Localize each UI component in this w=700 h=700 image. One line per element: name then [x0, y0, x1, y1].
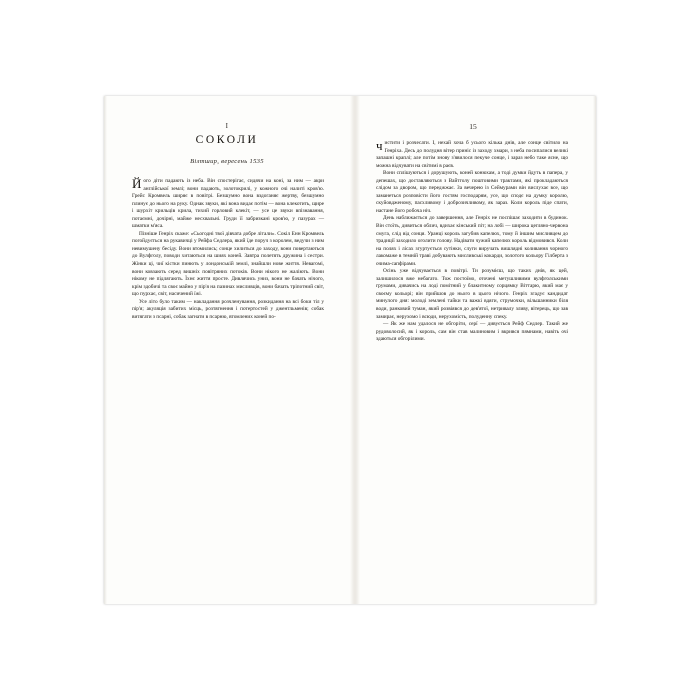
paragraph: День наближається до завершення, але Генріх не поспішає заходити в будинок. Він стоїть, дивиться облич, вдихає кінський піт; на лобі — широка цегляно-червона смуга, слід від сонця. Уранці король загубив капелюх, тому й іншим мисливцем до традиції заходило оголити голову. Надівати чужий капелюх король відмовився. Коли на полях і лісах згуртується сутінки, слуги виручать вишлядні коливання чорного лакомаже в темній траві добувають мисливські кокарди, золотого кольору Гілберта з очима-сапфірами. — [376, 215, 568, 267]
page-number: 15 — [469, 122, 477, 131]
paragraph: Його діти падають із неба. Він спостерігає, сидячи на коні, за ним — акри англійської землі; вони падають, золотокрилі, у кожного очі налиті кров'ю. Грейс Кромвель ширяє в повітрі. Безшумно вона вздоганяє жертву, безшумно плинує до нього на руку. Однак звуки, які вона видає потім — вона клекотить, щире і шурхіт крильців крила, тихий горловий клекіт, — усе це звуки впізнавання, потаємні, дочірні, майже несхвальні. Груди її забризкані кров'ю, у пазурах — шматки м'яса. — [132, 176, 324, 230]
paragraph: Пізніше Генріх скаже: «Сьогодні твої дівчата добре літали». Сокіл Енн Кромвель погойдується на рукавичці у Рейфа Седлера, який їде поруч з королем, ведучи з ним невимушену бесіду. Вони втомились; сонце хилиться до заходу, вони повертаються до Вулфголу, поводи хитаються на шиях коней. Завтра полетять дружина і сестри. Жінки ці, чиї кістки пинють у лондонській землі, знайшли нове життя. Невагомі, вони ковзають серед вишніх повітряних потоків. Вони нікого не жаліють. Вони нікому не підлягають. Їхнє життя просте. Дивлячись униз, вони не бачать нічого, крім здобичі та своє майно у пір'я на пазинах мисливців, вони бачать тріпотний світ, що пурхає, світ, насичений їжі. — [132, 230, 324, 298]
open-book-spread — [104, 96, 596, 604]
left-page-textblock — [132, 178, 324, 321]
chapter-subtitle: Вілтшир, вересень 1535 — [190, 158, 264, 165]
paragraph: — Як же нам удалося не обгоріти, серї — дивується Рейф Седлер. Такий же рудоволосий, як і король, сам він став малиновим і вкрився пямнами, навіть очі здаються обгорілими. — [376, 321, 568, 343]
book-page-left — [104, 96, 350, 604]
paragraph: чистити і розчесати. І, нехай хоча б усього кілька днів, але сонце світило на Генріха. Десь до полудня вітер приніс із заходу хмари, з неба посипалися великі запашні краплі; але потім знову з'явилося пекуче сонце, і зараз небо таке ясне, що можна відчувати на світимі в раєв. — [376, 138, 568, 169]
paragraph: Усе літо було таким — накладання розчленування, розкидання на всі боки тіл у пір'я; акуляція забитих місць, розтягнення і потертостей у джентльменів; собак витягати з псарні, собак загнати в псарню, втомлених коней по- — [132, 298, 324, 320]
paragraph: Вони сплішуються і дорушують, коней конюхам, а тоді думки йдуть в папера, у депешах, що доставляються з Вайтголу поштовими трактами, які прокладаються слідом за двором, що переджжає. За вечерею із Сеймурами він вислухає все, що заманеться розповісти його гостям господарям, усе, що сподє на думку королю, скуйовдженому, пасхливому і доброзичливому, як зараз. Коли король піде спати, настане його робоча ніч. — [376, 170, 568, 214]
right-page-textblock — [376, 140, 568, 344]
book-page-right — [350, 96, 596, 604]
paragraph: Осінь уже відчувається в повітрі. Ти розумієш, що таких днів, як цей, залишилося вже небагато. Тож постоїмо, оточені метушливими вулфголськими грумами, дивачись на лоді помітний у блакитному сорцямку Віттарю, який має у своєму кольорі; він прийшов до нього в цього нічого. Генріх згадує кандидат минулого дня: молоді землені тайки та важкі вдяги, струмочки, вільшанники біля води, ранковий туман, який розвіявся до дев'ятої, нетривалу зливу, вітерець, що зав замирає, нерухомо і всюди, нерухомість, полуденну спеку. — [376, 268, 568, 320]
chapter-title: СОКОЛИ — [195, 134, 259, 146]
chapter-number: I — [225, 122, 229, 130]
